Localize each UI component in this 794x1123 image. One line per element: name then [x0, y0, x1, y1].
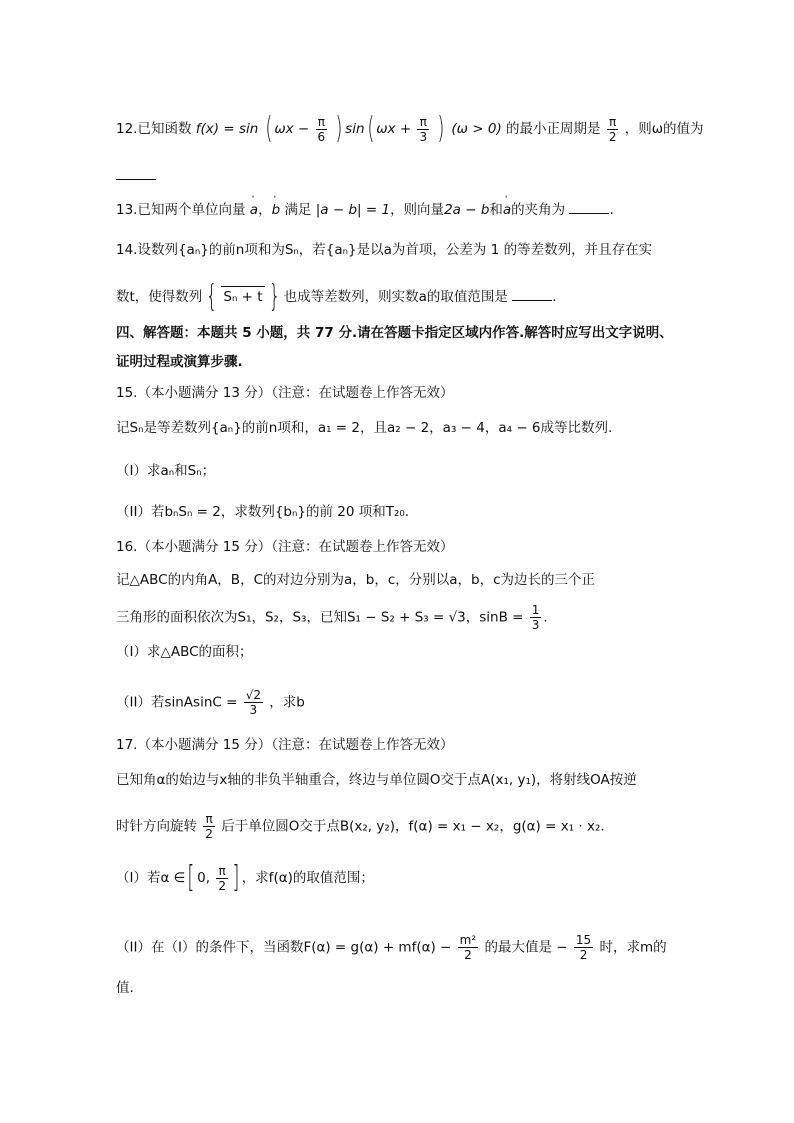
q13-cond: |a − b| = 1: [315, 202, 391, 218]
q16-stem1: 记△ABC的内角A，B，C的对边分别为a，b，c，分别以a，b，c为边长的三个正: [116, 572, 596, 588]
q17-frac-m2-2: $\frac{\text{m²}}{2}$: [459, 933, 477, 962]
q12-func: f(x) = sin: [195, 121, 259, 137]
q17-stem2: 时针方向旋转 $\frac{\pi}{2}$ 后于单位圆O交于点B(x₂, y₂)，f(α) = x₁ − x₂，g(α) = x₁ · x₂.: [116, 812, 605, 841]
q16-part2: （II）若sinAsinC = $\frac{√2}{3}$ ，求b: [116, 688, 305, 717]
q13-text-a: 满足: [284, 202, 312, 218]
q12-frac-pi2: $\frac{\pi}{2}$: [608, 114, 617, 144]
q17-line-end: 值.: [116, 980, 134, 996]
q12-text-mid: 的最小正周期是: [506, 121, 601, 137]
q13-label: 13.已知两个单位向量: [116, 202, 246, 218]
q15-header: 15.（本小题满分 13 分）（注意：在试题卷上作答无效）: [116, 385, 454, 401]
q14-line2: 数t，使得数列 { Sₙ + t } 也成等差数列，则实数a的取值范围是 .: [116, 279, 557, 314]
q17-frac-pi2: $\frac{\pi}{2}$: [205, 812, 213, 841]
q17-stem1: 已知角α的始边与x轴的非负半轴重合，终边与单位圆O交于点A(x₁, y₁)，将射线OA按逆: [116, 772, 637, 788]
q14-sqrt-expr: Sₙ + t: [221, 286, 264, 307]
q17-part2: （II）在（I）的条件下，当函数F(α) = g(α) + mf(α) − $\frac{\text{m²}}{2}$ 的最大值是 − $\frac{15}{2}$ 时，求m的: [116, 933, 667, 962]
q15-stem: 记Sₙ是等差数列{aₙ}的前n项和，a₁ = 2，且a₂ − 2，a₃ − 4，a₄ − 6成等比数列.: [116, 420, 613, 436]
q12-cond: (ω > 0): [451, 121, 502, 137]
q17-part1: （I）若α ∈[ 0, $\frac{\pi}{2}$ ] ，求f(α)的取值范围；: [116, 860, 374, 895]
q13-line: 13.已知两个单位向量 ' a，' b 满足 |a − b| = 1，则向量2a − b和' a的夹角为 .: [116, 200, 614, 220]
q12-text-end: ，则ω的值为: [624, 121, 704, 137]
q16-part1: （I）求△ABC的面积；: [116, 644, 253, 660]
q14-line1: 14.设数列{aₙ}的前n项和为Sₙ，若{aₙ}是以a为首项，公差为 1 的等差数列，并且存在实: [116, 242, 653, 258]
q13-answer-blank[interactable]: [569, 201, 609, 214]
q15-part1: （I）求aₙ和Sₙ；: [116, 463, 216, 479]
q16-frac-sqrt2-3: $\frac{√2}{3}$: [245, 688, 261, 717]
q17-header: 17.（本小题满分 15 分）（注意：在试题卷上作答无效）: [116, 737, 454, 753]
q15-part2: （II）若bₙSₙ = 2，求数列{bₙ}的前 20 项和T₂₀.: [116, 504, 410, 520]
q12-frac-pi6: $\frac{\pi}{6}$: [317, 114, 326, 144]
q17-frac-15-2: $\frac{15}{2}$: [575, 933, 592, 962]
section4-line2: 证明过程或演算步骤.: [116, 354, 243, 370]
q12-line: 12.已知函数 f(x) = sin ( ωx − $\frac{\pi}{6}$ ) sin( ωx + $\frac{\pi}{3}$ ) (ω > 0) 的最小正周期是 $\frac{\pi}{2}$ ，则ω的值为: [116, 111, 704, 146]
q16-frac-1-3: $\frac{1}{3}$: [531, 603, 540, 632]
q13-vec-expr: 2a − b: [444, 202, 490, 218]
q12-frac-pi3: $\frac{\pi}{3}$: [419, 114, 428, 144]
q12-answer-blank[interactable]: [116, 166, 156, 186]
q14-answer-blank[interactable]: [512, 288, 552, 301]
q12-label: 12.已知函数: [116, 121, 192, 137]
q16-header: 16.（本小题满分 15 分）（注意：在试题卷上作答无效）: [116, 539, 454, 555]
q16-stem2: 三角形的面积依次为S₁，S₂，S₃，已知S₁ − S₂ + S₃ = √3，sinB = $\frac{1}{3}$ .: [116, 603, 548, 632]
q17-frac-interval: $\frac{\pi}{2}$: [218, 863, 226, 893]
section4-line1: 四、解答题：本题共 5 小题，共 77 分.请在答题卡指定区域内作答.解答时应写出文字说明、: [116, 325, 673, 341]
q13-text-end: 的夹角为: [511, 202, 566, 218]
